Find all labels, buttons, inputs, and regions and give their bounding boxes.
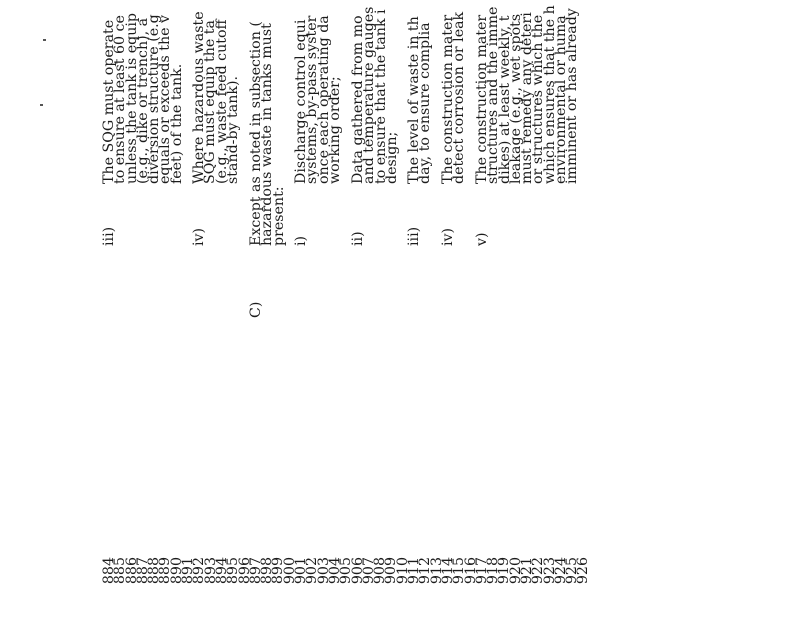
text-line: detect corrosion or leak xyxy=(451,11,468,184)
text-line: diversion structure (e.g xyxy=(146,14,163,184)
line-number: 892 xyxy=(191,557,208,585)
line-number: 908 xyxy=(372,557,389,585)
line-number: 906 xyxy=(349,557,366,585)
line-number: 901 xyxy=(293,557,310,585)
label-C-i: i) xyxy=(293,235,309,246)
line-number: 921 xyxy=(518,557,535,585)
text-line: once each operating da xyxy=(315,15,332,184)
text-line: to ensure at least 60 ce xyxy=(112,15,129,184)
line-number: 926 xyxy=(575,557,592,585)
label-iii: iii) xyxy=(101,226,117,246)
text-line: to ensure that the tank i xyxy=(372,9,389,184)
scan-speck xyxy=(40,104,43,106)
line-number: 914 xyxy=(439,557,456,585)
text-line: leakage (e.g., wet spots xyxy=(507,13,524,184)
line-number: 920 xyxy=(507,557,524,585)
text-line: structures and the imme xyxy=(485,6,502,184)
paragraph-C-ii xyxy=(350,6,400,184)
text-line: environmental or huma xyxy=(553,15,570,184)
text-line: SQG must equip the ta xyxy=(202,20,219,184)
label-iv: iv) xyxy=(191,227,207,246)
line-number: 889 xyxy=(157,557,174,585)
scan-speck xyxy=(43,39,46,41)
line-number: 898 xyxy=(259,557,276,585)
paragraph-iii xyxy=(101,13,185,184)
line-number: 902 xyxy=(304,557,321,585)
line-number: 919 xyxy=(496,557,513,585)
line-number: 913 xyxy=(428,557,445,585)
line-number: 916 xyxy=(462,557,479,585)
text-line: equals or exceeds the v xyxy=(157,14,174,184)
line-number-column xyxy=(101,557,592,618)
text-line: Discharge control equi xyxy=(293,19,309,184)
text-line: working order; xyxy=(326,76,343,184)
label-C-iii: iii) xyxy=(406,226,422,246)
paragraph-C xyxy=(248,21,287,246)
line-number: 923 xyxy=(541,557,558,585)
text-line: hazardous waste in tanks must xyxy=(259,23,276,246)
line-number: 925 xyxy=(564,557,581,585)
line-number: 886 xyxy=(123,557,140,585)
line-number: 905 xyxy=(338,557,355,585)
text-line: and temperature gauges xyxy=(361,6,378,184)
text-line: dikes) at least weekly, t xyxy=(496,15,513,184)
line-number: 899 xyxy=(270,557,287,585)
text-line: Data gathered from mo xyxy=(350,15,366,184)
line-number: 903 xyxy=(315,557,332,585)
line-number: 888 xyxy=(146,557,163,585)
text-line: Except as noted in subsection ( xyxy=(248,21,264,246)
line-number: 915 xyxy=(451,557,468,585)
paragraph-C-i xyxy=(293,15,343,184)
line-number: 912 xyxy=(417,557,434,585)
text-line: The SQG must operate xyxy=(101,19,117,184)
text-line: which ensures that the h xyxy=(541,5,558,184)
line-number: 887 xyxy=(134,557,151,585)
label-C-v: v) xyxy=(474,232,490,246)
text-line: present: xyxy=(270,186,287,246)
line-number: 900 xyxy=(281,557,298,585)
text-line: or structures which the xyxy=(530,14,547,184)
line-number: 896 xyxy=(236,557,253,585)
text-line: Where hazardous waste xyxy=(191,11,207,184)
line-number: 885 xyxy=(112,557,129,585)
text-line: (e.g., dike or trench), a xyxy=(134,17,151,184)
line-number: 884 xyxy=(101,557,117,585)
line-number: 922 xyxy=(530,557,547,585)
line-number: 893 xyxy=(202,557,219,585)
line-number: 891 xyxy=(180,557,197,585)
text-line: feet) of the tank. xyxy=(168,63,185,184)
text-line: The level of waste in th xyxy=(406,16,422,184)
line-number: 894 xyxy=(213,557,230,585)
text-line: day, to ensure complia xyxy=(417,22,434,184)
line-number: 911 xyxy=(406,557,423,585)
text-line: (e.g., waste feed cutoff xyxy=(213,19,230,184)
text-line: systems, by-pass syster xyxy=(304,15,321,184)
text-line: unless the tank is equip xyxy=(123,13,140,184)
text-line: imminent or has already xyxy=(564,8,581,184)
line-number: 918 xyxy=(485,557,502,585)
paragraph-C-iv xyxy=(440,11,468,184)
paragraph-iv xyxy=(191,11,241,184)
line-number: 907 xyxy=(360,557,377,585)
text-line: design; xyxy=(383,131,400,184)
line-number: 897 xyxy=(247,557,264,585)
line-number: 890 xyxy=(168,557,185,585)
label-C: C) xyxy=(248,301,264,318)
text-line: The construction mater xyxy=(440,14,456,184)
line-number: 924 xyxy=(552,557,569,585)
line-number: 895 xyxy=(225,557,242,585)
line-number: 917 xyxy=(473,557,490,585)
text-line: must remedy any deteri xyxy=(519,12,536,184)
text-line: stand-by tank). xyxy=(224,76,241,184)
line-number: 909 xyxy=(383,557,400,585)
paragraph-C-v xyxy=(474,5,581,184)
label-C-ii: ii) xyxy=(350,231,366,246)
label-C-iv: iv) xyxy=(440,227,456,246)
line-number: 910 xyxy=(394,557,411,585)
paragraph-C-iii xyxy=(406,16,434,184)
text-line: The construction mater xyxy=(474,14,490,184)
line-number: 904 xyxy=(326,557,343,585)
